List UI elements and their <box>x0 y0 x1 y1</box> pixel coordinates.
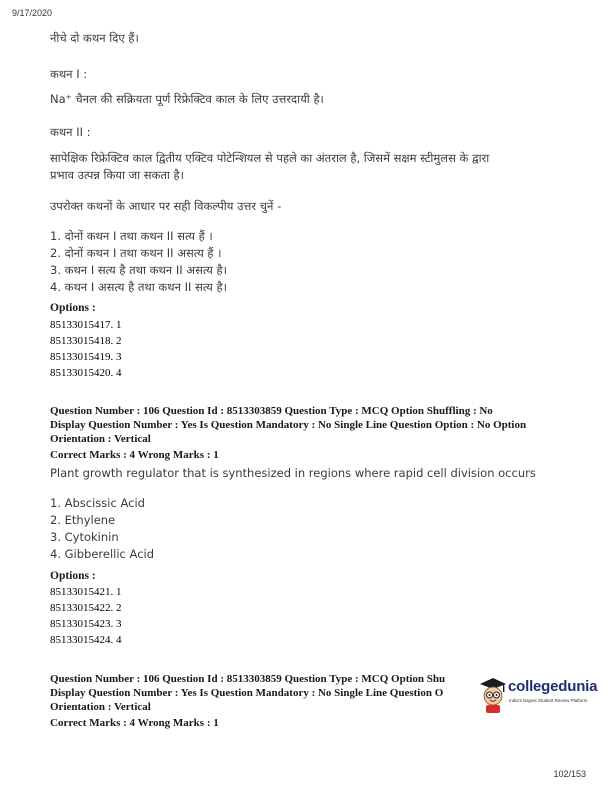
q106a-option: 85133015421. 1 <box>50 586 122 598</box>
q105-statement2-line2: प्रभाव उत्पन्न किया जा सकता है। <box>50 168 185 182</box>
q105-options-label: Options : <box>50 302 96 314</box>
q106a-choice: 3. Cytokinin <box>50 530 119 544</box>
q106a-marks: Correct Marks : 4 Wrong Marks : 1 <box>50 449 219 461</box>
q105-choice: 4. कथन I असत्य है तथा कथन II सत्य है। <box>50 280 227 294</box>
watermark-tagline: India's largest Student Review Platform <box>509 698 588 703</box>
print-date: 9/17/2020 <box>12 8 53 18</box>
page-number: 102/153 <box>553 769 586 779</box>
q106a-choice: 4. Gibberellic Acid <box>50 547 155 561</box>
q106a-meta-line1: Question Number : 106 Question Id : 8513303859 Question Type : MCQ Option Shuffling : No <box>50 405 493 417</box>
mascot-icon <box>478 674 508 714</box>
q105-statement2-label: कथन II : <box>50 125 91 139</box>
q105-options-list <box>50 319 122 383</box>
q105-option: 85133015418. 2 <box>50 335 122 347</box>
q106b-meta-line1: Question Number : 106 Question Id : 8513303859 Question Type : MCQ Option Shu <box>50 673 446 685</box>
q105-choice: 1. दोनों कथन I तथा कथन II सत्य हैं । <box>50 229 213 243</box>
q106b-marks: Correct Marks : 4 Wrong Marks : 1 <box>50 717 219 729</box>
q105-choice: 3. कथन I सत्य है तथा कथन II असत्य है। <box>50 263 227 277</box>
q105-intro: नीचे दो कथन दिए हैं। <box>50 31 139 45</box>
q106a-meta-line3: Orientation : Vertical <box>50 433 151 445</box>
q105-statement1-label: कथन I : <box>50 67 88 81</box>
q105-statement1: Na⁺ चैनल की सक्रियता पूर्ण रिफ्रेक्टिव काल के लिए उत्तरदायी है। <box>50 92 324 106</box>
q106a-options-label: Options : <box>50 570 96 582</box>
q105-statement2-line1: सापेक्षिक रिफ्रेक्टिव काल द्वितीय एक्टिव पोटेन्शियल से पहले का अंतराल है, जिसमें सक्षम स्टीमुलस के द्वारा <box>50 151 490 165</box>
q106a-option: 85133015424. 4 <box>50 634 122 646</box>
q106a-choice: 2. Ethylene <box>50 513 116 527</box>
q106a-option: 85133015423. 3 <box>50 618 122 630</box>
q105-choice: 2. दोनों कथन I तथा कथन II असत्य हैं । <box>50 246 222 260</box>
q106a-options-list <box>50 586 122 650</box>
q105-instruction: उपरोक्त कथनों के आधार पर सही विकल्पीय उत्तर चुनें - <box>50 199 282 213</box>
q105-choice-list <box>50 229 227 297</box>
q106b-meta-line3: Orientation : Vertical <box>50 701 151 713</box>
q105-option: 85133015419. 3 <box>50 351 122 363</box>
q106a-option: 85133015422. 2 <box>50 602 122 614</box>
q106a-choice-list <box>50 496 154 564</box>
watermark-brand: collegedunia <box>508 678 598 695</box>
q106a-question: Plant growth regulator that is synthesized in regions where rapid cell division occurs <box>50 466 536 480</box>
collegedunia-logo <box>478 672 608 716</box>
q105-option: 85133015420. 4 <box>50 367 122 379</box>
q106a-meta-line2: Display Question Number : Yes Is Question Mandatory : No Single Line Question Option : No Option <box>50 419 527 431</box>
q106b-meta-line2: Display Question Number : Yes Is Question Mandatory : No Single Line Question O <box>50 687 444 699</box>
q106a-choice: 1. Abscissic Acid <box>50 496 145 510</box>
q105-option: 85133015417. 1 <box>50 319 122 331</box>
